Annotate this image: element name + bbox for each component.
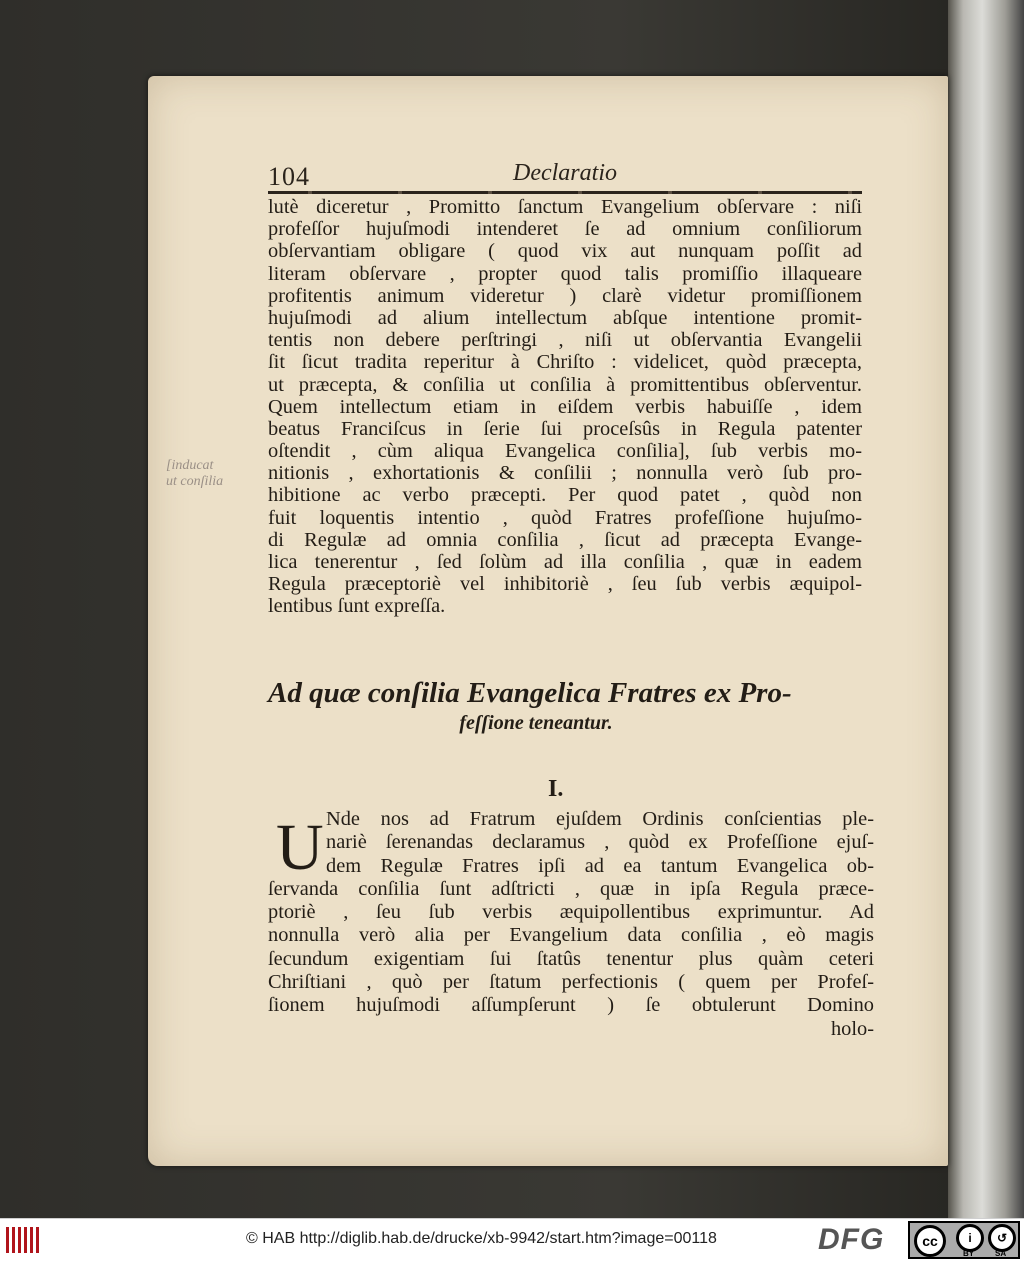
cc-icon: cc xyxy=(914,1225,946,1257)
text-line: tentis non debere perſtringi , niſi ut obſervantia Evangelii xyxy=(268,329,862,352)
text-line: ſionem hujuſmodi aſſumpſerunt ) ſe obtulerunt Domino xyxy=(268,994,874,1017)
margin-note-line: ut conſilia xyxy=(166,474,224,489)
dfg-logo: DFG xyxy=(818,1223,885,1256)
text-line: nariè ſerenandas declaramus , quòd ex Profeſſione ejuſ- xyxy=(326,831,874,854)
text-line: Nde nos ad Fratrum ejuſdem Ordinis conſcientias ple- xyxy=(326,808,874,830)
text-line: fuit loquentis intentio , quòd Fratres profeſſione hujuſmo- xyxy=(268,506,862,529)
text-line: hibitione ac verbo præcepti. Per quod patet , quòd non xyxy=(268,484,862,507)
text-line: ſit ſicut tradita reperitur à Chriſto : videlicet, quòd præcepta, xyxy=(268,351,862,374)
text-line: Quem intellectum etiam in eiſdem verbis habuiſſe , idem xyxy=(268,395,862,418)
section-heading-line: feſſione teneantur. xyxy=(459,712,613,734)
header-rule xyxy=(268,191,862,194)
adjacent-page-edge xyxy=(948,0,1024,1218)
viewer-footer xyxy=(0,1218,1024,1261)
page-header xyxy=(268,160,862,194)
text-line: di Regulæ ad omnia conſilia , ſicut ad præcepta Evange- xyxy=(268,528,862,551)
section-number: I. xyxy=(548,776,564,802)
text-line: obſervantiam obligare ( quod vix aut nunquam poſſit ad xyxy=(268,240,862,263)
section-heading xyxy=(268,676,874,736)
text-line: ſervanda conſilia ſunt adſtricti , quæ in ipſa Regula præce- xyxy=(268,877,874,900)
handwritten-margin-note xyxy=(166,458,258,490)
barcode-icon xyxy=(6,1227,40,1253)
attribution-icon: i xyxy=(956,1224,984,1252)
share-alike-icon: ↺ xyxy=(988,1224,1016,1252)
body-paragraph xyxy=(268,196,862,618)
running-head: Declaratio xyxy=(513,160,617,186)
copyright-link[interactable]: © HAB http://diglib.hab.de/drucke/xb-9942/start.htm?image=00118 xyxy=(246,1230,717,1247)
text-line: literam obſervare , propter quod talis promiſſio illaqueare xyxy=(268,262,862,285)
text-line: hujuſmodi ad alium intellectum abſque intentione promit- xyxy=(268,306,862,329)
text-line: nonnulla verò alia per Evangelium data conſilia , eò magis xyxy=(268,924,874,947)
text-line: lica tenerentur , ſed ſolùm ad illa conſilia , quæ in eadem xyxy=(268,551,862,573)
text-line: ut præcepta, & conſilia ut conſilia à promittentibus obſerventur. xyxy=(268,373,862,396)
catchword: holo- xyxy=(830,1017,874,1040)
text-line: Chriſtiani , quò per ſtatum perfectionis ( quem per Profeſ- xyxy=(268,971,874,994)
text-line: oſtendit , cùm aliqua Evangelica conſilia], ſub verbis mo- xyxy=(268,440,862,463)
page-number: 104 xyxy=(268,162,310,191)
section-paragraph xyxy=(268,808,874,1041)
text-line: dem Regulæ Fratres ipſi ad ea tantum Evangelica ob- xyxy=(326,854,874,877)
cc-license-badge[interactable] xyxy=(908,1221,1020,1259)
text-line: ptoriè , ſeu ſub verbis æquipollentibus exprimuntur. Ad xyxy=(268,901,874,924)
text-line: Regula præceptoriè vel inhibitoriè , ſeu ſub verbis æquipol- xyxy=(268,573,862,596)
section-heading-line: Ad quæ conſilia Evangelica Fratres ex Pro- xyxy=(268,677,792,709)
text-line: lentibus ſunt expreſſa. xyxy=(268,595,446,618)
text-line: beatus Franciſcus in ſerie ſui proceſsûs in Regula patenter xyxy=(268,417,862,440)
margin-note-line: [inducat xyxy=(166,458,214,473)
text-line: nitionis , exhortationis & conſilii ; nonnulla verò ſub pro- xyxy=(268,462,862,485)
text-line: lutè diceretur , Promitto ſanctum Evangelium obſervare : niſi xyxy=(268,196,862,218)
by-label: BY xyxy=(963,1249,975,1258)
sa-label: SA xyxy=(995,1249,1007,1258)
text-line: ſecundum exigentiam ſui ſtatûs tenentur plus quàm ceteri xyxy=(268,947,874,970)
text-line: profitentis animum videretur ) clarè videtur promiſſionem xyxy=(268,284,862,307)
text-line: profeſſor hujuſmodi intenderet ſe ad omnium conſiliorum xyxy=(268,218,862,241)
drop-cap: U xyxy=(276,811,324,884)
